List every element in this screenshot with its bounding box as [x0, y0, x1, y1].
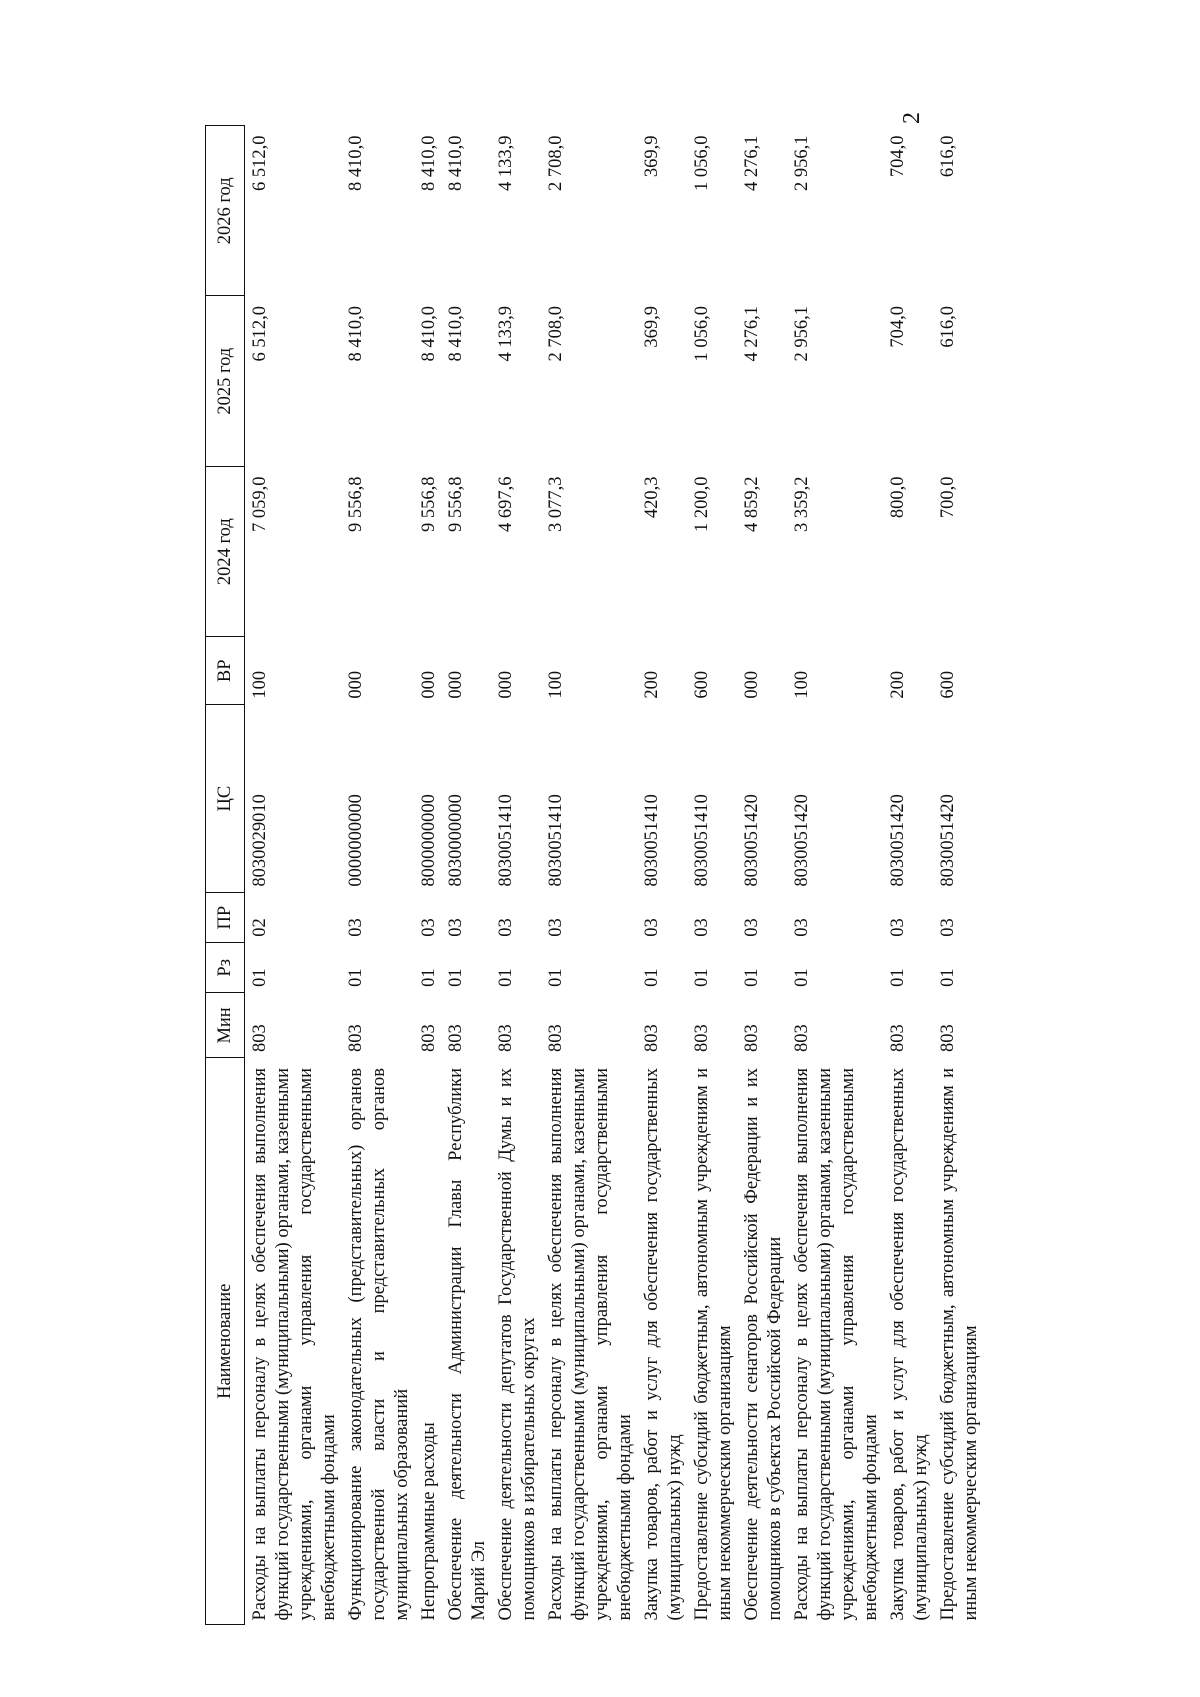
- cell-rz: 01: [742, 968, 762, 987]
- header-vr: ВР: [206, 637, 245, 705]
- cell-2026: 6 512,0: [250, 135, 270, 191]
- cell-min: 803: [496, 1024, 516, 1052]
- cell-min: 803: [346, 1024, 366, 1052]
- table-body: [245, 126, 986, 1625]
- cell-2026: 2 956,1: [792, 135, 812, 191]
- cell-vr: 000: [446, 670, 466, 699]
- cell-2025: 704,0: [888, 306, 908, 348]
- cell-2026: 4 276,1: [742, 135, 762, 191]
- cell-pr: 03: [346, 918, 366, 937]
- cell-cs: 8030051420: [792, 794, 812, 887]
- table-row: [689, 126, 739, 1625]
- cell-name: Закупка товаров, работ и услуг для обеспечения государственных (муниципальных) нужд: [642, 1068, 685, 1621]
- cell-name: Предоставление субсидий бюджетным, автономным учреждениям и иным некоммерческим организациям: [692, 1068, 735, 1621]
- table-row: [416, 126, 443, 1625]
- cell-name: Обеспечение деятельности Администрации Главы Республики Марий Эл: [446, 1068, 489, 1621]
- cell-pr: 02: [250, 918, 270, 937]
- cell-vr: 000: [496, 670, 516, 699]
- header-2024: 2024 год: [206, 466, 245, 636]
- cell-rz: 01: [888, 968, 908, 987]
- header-name: Наименование: [206, 1058, 245, 1625]
- table-row: [935, 126, 985, 1625]
- cell-2025: 2 956,1: [792, 306, 812, 362]
- cell-cs: 8030051410: [496, 794, 516, 887]
- header-pr: ПР: [206, 893, 245, 943]
- cell-min: 803: [692, 1024, 712, 1052]
- cell-pr: 03: [446, 918, 466, 937]
- cell-vr: 600: [938, 670, 958, 699]
- cell-name: Обеспечение деятельности сенаторов Российской Федерации и их помощников в субъектах Российской Федерации: [742, 1068, 785, 1621]
- cell-rz: 01: [546, 968, 566, 987]
- cell-2026: 616,0: [938, 135, 958, 178]
- table-row: [543, 126, 639, 1625]
- cell-2025: 6 512,0: [250, 306, 270, 362]
- cell-pr: 03: [642, 918, 662, 937]
- table-row: [739, 126, 789, 1625]
- cell-2024: 7 059,0: [250, 476, 270, 532]
- cell-2025: 4 276,1: [742, 306, 762, 362]
- cell-2025: 1 056,0: [692, 306, 712, 362]
- cell-name: Закупка товаров, работ и услуг для обеспечения государственных (муниципальных) нужд: [888, 1068, 931, 1621]
- cell-pr: 03: [419, 918, 439, 937]
- cell-min: 803: [250, 1024, 270, 1052]
- table-header-row: [206, 126, 245, 1625]
- table-row: [245, 126, 344, 1625]
- header-2026: 2026 год: [206, 126, 245, 297]
- cell-cs: 0000000000: [346, 794, 366, 887]
- cell-min: 803: [742, 1024, 762, 1052]
- cell-cs: 8030051420: [742, 794, 762, 887]
- cell-name: Расходы на выплаты персоналу в целях обеспечения выполнения функций государственными (муниципальными) органами, казенными учреждениями, органами управления государственными внебюджетными фондами: [546, 1068, 635, 1621]
- cell-cs: 8030051410: [692, 794, 712, 887]
- cell-2026: 8 410,0: [346, 135, 366, 191]
- cell-rz: 01: [419, 968, 439, 987]
- table-row: [885, 126, 935, 1625]
- cell-pr: 03: [496, 918, 516, 937]
- cell-2025: 4 133,9: [496, 306, 516, 362]
- cell-vr: 000: [346, 670, 366, 699]
- cell-2024: 4 697,6: [496, 476, 516, 532]
- cell-2024: 4 859,2: [742, 476, 762, 532]
- cell-2024: 3 359,2: [792, 476, 812, 532]
- cell-pr: 03: [888, 918, 908, 937]
- cell-2025: 8 410,0: [446, 306, 466, 362]
- cell-name: Функционирование законодательных (представительных) органов государственной власти и представительных органов муниципальных образований: [346, 1068, 412, 1621]
- cell-cs: 8000000000: [419, 794, 439, 887]
- table-row: [789, 126, 885, 1625]
- cell-vr: 600: [692, 670, 712, 699]
- cell-rz: 01: [346, 968, 366, 987]
- cell-rz: 01: [692, 968, 712, 987]
- cell-name: Расходы на выплаты персоналу в целях обеспечения выполнения функций государственными (муниципальными) органами, казенными учреждениями, органами управления государственными внебюджетными фондами: [792, 1068, 881, 1621]
- cell-rz: 01: [446, 968, 466, 987]
- cell-pr: 03: [792, 918, 812, 937]
- cell-2026: 369,9: [642, 135, 662, 178]
- cell-2024: 1 200,0: [692, 476, 712, 532]
- budget-table: [205, 125, 985, 1625]
- cell-vr: 100: [250, 670, 270, 699]
- cell-name: Обеспечение деятельности депутатов Государственной Думы и их помощников в избирательных округах: [496, 1068, 539, 1621]
- cell-pr: 03: [546, 918, 566, 937]
- cell-rz: 01: [496, 968, 516, 987]
- cell-min: 803: [888, 1024, 908, 1052]
- cell-name: Предоставление субсидий бюджетным, автономным учреждениям и иным некоммерческим организациям: [938, 1068, 981, 1621]
- cell-vr: 000: [742, 670, 762, 699]
- header-min: Мин: [206, 993, 245, 1058]
- cell-2026: 8 410,0: [419, 135, 439, 191]
- cell-2024: 9 556,8: [419, 476, 439, 532]
- cell-2026: 704,0: [888, 135, 908, 178]
- cell-vr: 200: [642, 670, 662, 699]
- cell-2025: 616,0: [938, 306, 958, 348]
- cell-pr: 03: [938, 918, 958, 937]
- cell-cs: 8030051420: [888, 794, 908, 887]
- cell-rz: 01: [792, 968, 812, 987]
- cell-rz: 01: [250, 968, 270, 987]
- cell-cs: 8030029010: [250, 794, 270, 887]
- cell-2024: 3 077,3: [546, 476, 566, 532]
- header-rz: Рз: [206, 943, 245, 993]
- table-row: [493, 126, 543, 1625]
- cell-2026: 2 708,0: [546, 135, 566, 191]
- cell-2024: 800,0: [888, 476, 908, 519]
- page-number: 2: [899, 112, 925, 124]
- cell-vr: 100: [792, 670, 812, 699]
- cell-name: Расходы на выплаты персоналу в целях обеспечения выполнения функций государственными (муниципальными) органами, казенными учреждениями, органами управления государственными внебюджетными фондами: [250, 1068, 339, 1621]
- table-row: [443, 126, 493, 1625]
- cell-cs: 8030051410: [642, 794, 662, 887]
- cell-2024: 9 556,8: [346, 476, 366, 532]
- cell-2025: 8 410,0: [419, 306, 439, 362]
- cell-cs: 8030051420: [938, 794, 958, 887]
- cell-2025: 2 708,0: [546, 306, 566, 362]
- cell-2026: 8 410,0: [446, 135, 466, 191]
- cell-min: 803: [792, 1024, 812, 1052]
- cell-min: 803: [642, 1024, 662, 1052]
- header-2025: 2025 год: [206, 296, 245, 466]
- cell-vr: 000: [419, 670, 439, 699]
- cell-2026: 4 133,9: [496, 135, 516, 191]
- cell-cs: 8030000000: [446, 794, 466, 887]
- cell-2024: 420,3: [642, 476, 662, 519]
- cell-2024: 9 556,8: [446, 476, 466, 532]
- cell-min: 803: [419, 1024, 439, 1052]
- cell-2025: 8 410,0: [346, 306, 366, 362]
- table-row: [639, 126, 689, 1625]
- cell-2026: 1 056,0: [692, 135, 712, 191]
- cell-name: Непрограммные расходы: [419, 1422, 439, 1621]
- cell-2025: 369,9: [642, 306, 662, 348]
- cell-rz: 01: [642, 968, 662, 987]
- cell-pr: 03: [742, 918, 762, 937]
- cell-min: 803: [938, 1024, 958, 1052]
- cell-vr: 100: [546, 670, 566, 699]
- cell-2024: 700,0: [938, 476, 958, 519]
- cell-min: 803: [446, 1024, 466, 1052]
- rotated-page-content: [205, 125, 981, 1625]
- cell-vr: 200: [888, 670, 908, 699]
- cell-pr: 03: [692, 918, 712, 937]
- table-row: [343, 126, 416, 1625]
- cell-rz: 01: [938, 968, 958, 987]
- cell-cs: 8030051410: [546, 794, 566, 887]
- header-cs: ЦС: [206, 705, 245, 893]
- cell-min: 803: [546, 1024, 566, 1052]
